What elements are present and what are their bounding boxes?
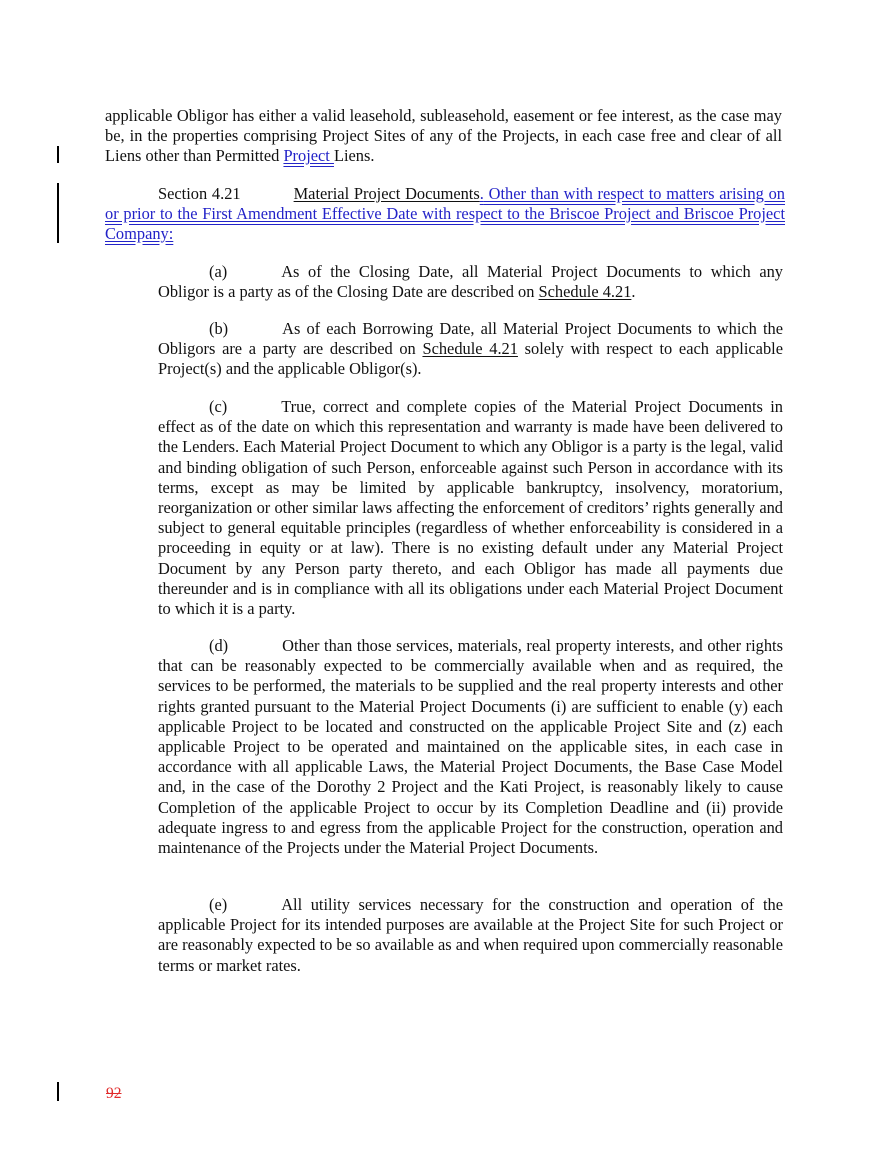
inserted-text: Project — [283, 146, 334, 166]
section-number: Section 4.21 — [158, 184, 241, 203]
change-bar — [57, 146, 59, 163]
section-4-21-paragraph — [105, 184, 785, 245]
clause-text: As of each Borrowing Date, all Material Project Documents to which the Obligors are a party are described on — [158, 319, 783, 359]
page-number: 92 — [106, 1085, 122, 1102]
change-bar — [57, 1082, 59, 1101]
clause-text: solely with respect to each applicable Project(s) and the applicable Obligor(s). — [158, 339, 783, 379]
clause-text: . — [631, 282, 636, 302]
clause-text: As of the Closing Date, all Material Project Documents to which any Obligor is a party as of the Closing Date are described on — [158, 262, 783, 302]
clause-text: Other than those services, materials, real property interests, and other rights that can be reasonably expected to be commercially available when and as required, the services to be performed, the materials to be supplied and the real property interests and other rights granted pursuant to the Material Project Documents (i) are sufficient to enable (y) each applicable Project to be located and constructed on the applicable Project Site and (z) each applicable Project to be operated and maintained on the applicable sites, in each case in accordance with all applicable Laws, the Material Project Documents, the Base Case Model and, in the case of the Dorothy 2 Project and the Kati Project, is reasonably likely to cause Completion of the applicable Project to occur by its Completion Deadline and (ii) provide adequate ingress to and egress from the applicable Project for the construction, operation and maintenance of the Projects under the Material Project Documents. — [158, 636, 783, 858]
section-heading: Material Project Documents — [293, 184, 480, 203]
inserted-text: Other than with respect to matters arising on or prior to the First Amendment Effective Date with respect to the Briscoe Project and Briscoe Project Company: — [105, 184, 785, 244]
intro-end-text: Liens. — [333, 146, 375, 166]
clause-label: (c) — [209, 397, 228, 416]
clause-c — [158, 397, 783, 619]
inserted-text: . — [479, 184, 484, 203]
clause-label: (b) — [209, 319, 229, 338]
clause-d — [158, 636, 783, 858]
clause-label: (d) — [209, 636, 229, 655]
clause-label: (e) — [209, 895, 228, 914]
clause-text: True, correct and complete copies of the Material Project Documents in effect as of the date on which this representation and warranty is made have been delivered to the Lenders. Each Material Project Document to which any Obligor is a party is the legal, valid and binding obligation of such Person, enforceable against such Person in accordance with its terms, except as may be limited by applicable bankruptcy, insolvency, moratorium, reorganization or other similar laws affecting the enforcement of creditors’ rights generally and subject to general equitable principles (regardless of whether enforceability is considered in a proceeding in equity or at law). There is no existing default under any Material Project Document by any Person party thereto, and each Obligor has made all payments due thereunder and is in compliance with all its obligations under each Material Project Document to which it is a party. — [158, 397, 783, 619]
clause-e — [158, 895, 783, 976]
schedule-reference: Schedule 4.21 — [422, 339, 518, 359]
clause-b — [158, 319, 783, 380]
intro-paragraph — [105, 106, 782, 167]
clause-a — [158, 262, 783, 302]
clause-text: All utility services necessary for the construction and operation of the applicable Project for its intended purposes are available at the Project Site for such Project or are reasonably expected to be so available as and when required upon commercially reasonable terms or market rates. — [158, 895, 783, 975]
clause-label: (a) — [209, 262, 228, 281]
schedule-reference: Schedule 4.21 — [538, 282, 632, 302]
change-bar — [57, 183, 59, 243]
intro-text: applicable Obligor has either a valid leasehold, subleasehold, easement or fee interest, as the case may be, in the properties comprising Project Sites of any of the Projects, in each case free and clear of all Liens other than Permitted — [105, 106, 782, 166]
